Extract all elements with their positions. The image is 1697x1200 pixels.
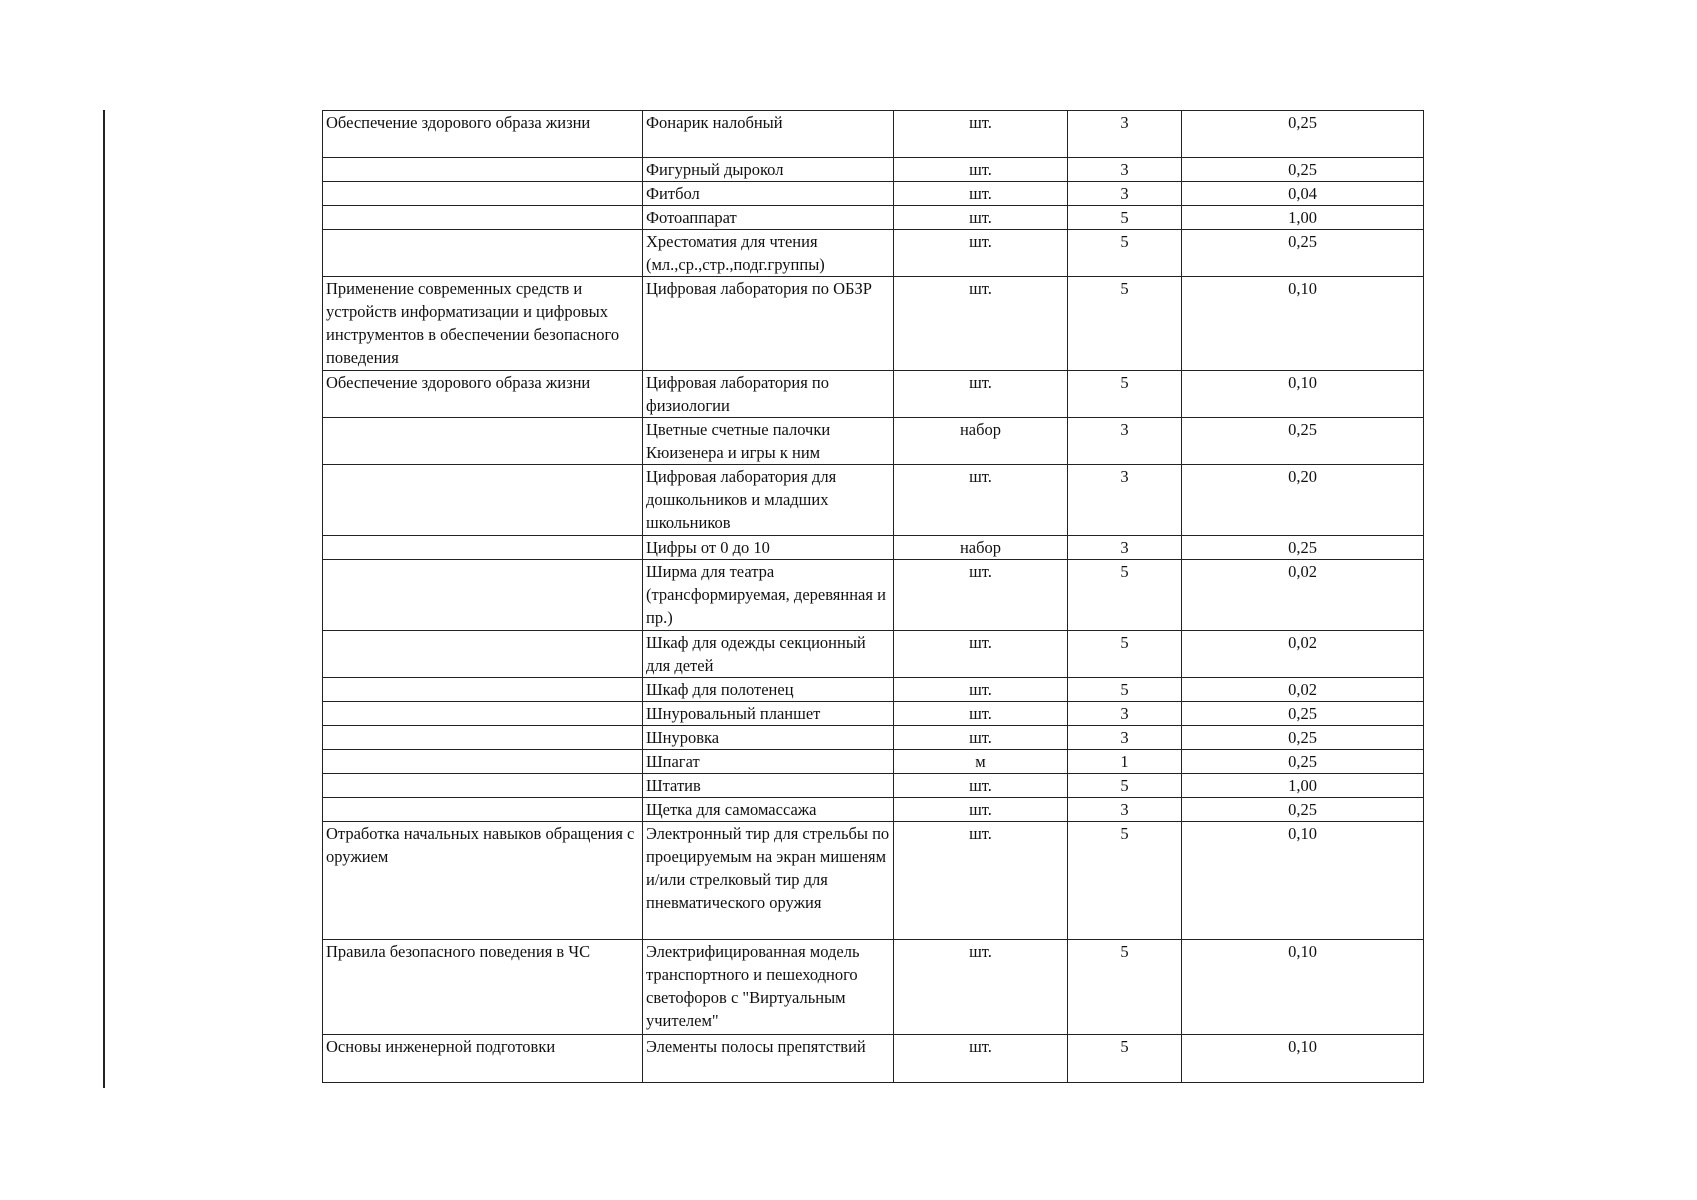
item-cell: Фотоаппарат <box>643 206 894 230</box>
item-cell: Цифры от 0 до 10 <box>643 536 894 560</box>
table-row <box>323 230 1424 277</box>
topic-cell <box>323 560 643 631</box>
value-cell: 0,20 <box>1182 465 1424 536</box>
topic-cell <box>323 465 643 536</box>
table-row <box>323 158 1424 182</box>
item-cell: Фитбол <box>643 182 894 206</box>
table-row <box>323 631 1424 678</box>
unit-cell: шт. <box>894 230 1068 277</box>
unit-cell: шт. <box>894 111 1068 158</box>
topic-cell: Обеспечение здорового образа жизни <box>323 371 643 418</box>
qty-cell: 5 <box>1068 940 1182 1035</box>
item-cell: Фигурный дырокол <box>643 158 894 182</box>
item-cell: Цифровая лаборатория по ОБЗР <box>643 277 894 371</box>
item-cell: Цифровая лаборатория для дошкольников и младших школьников <box>643 465 894 536</box>
topic-cell <box>323 702 643 726</box>
qty-cell: 5 <box>1068 678 1182 702</box>
unit-cell: шт. <box>894 465 1068 536</box>
unit-cell: шт. <box>894 774 1068 798</box>
table-row <box>323 465 1424 536</box>
value-cell: 0,25 <box>1182 536 1424 560</box>
table-row <box>323 111 1424 158</box>
table-row <box>323 371 1424 418</box>
unit-cell: шт. <box>894 277 1068 371</box>
unit-cell: шт. <box>894 158 1068 182</box>
value-cell: 0,10 <box>1182 822 1424 940</box>
topic-cell <box>323 750 643 774</box>
table-row <box>323 940 1424 1035</box>
topic-cell <box>323 536 643 560</box>
value-cell: 0,25 <box>1182 418 1424 465</box>
qty-cell: 5 <box>1068 230 1182 277</box>
table-row <box>323 774 1424 798</box>
topic-cell: Обеспечение здорового образа жизни <box>323 111 643 158</box>
topic-cell <box>323 182 643 206</box>
table-row <box>323 798 1424 822</box>
item-cell: Штатив <box>643 774 894 798</box>
qty-cell: 3 <box>1068 418 1182 465</box>
value-cell: 1,00 <box>1182 206 1424 230</box>
topic-cell: Основы инженерной подготовки <box>323 1035 643 1083</box>
qty-cell: 5 <box>1068 1035 1182 1083</box>
qty-cell: 3 <box>1068 182 1182 206</box>
value-cell: 0,25 <box>1182 702 1424 726</box>
unit-cell: м <box>894 750 1068 774</box>
topic-cell <box>323 678 643 702</box>
qty-cell: 3 <box>1068 536 1182 560</box>
value-cell: 0,02 <box>1182 631 1424 678</box>
value-cell: 1,00 <box>1182 774 1424 798</box>
item-cell: Цветные счетные палочки Кюизенера и игры к ним <box>643 418 894 465</box>
unit-cell: шт. <box>894 726 1068 750</box>
item-cell: Электронный тир для стрельбы по проецируемым на экран мишеням и/или стрелковый тир для пневматического оружия <box>643 822 894 940</box>
item-cell: Шнуровальный планшет <box>643 702 894 726</box>
item-cell: Электрифицированная модель транспортного и пешеходного светофоров с "Виртуальным учителем" <box>643 940 894 1035</box>
item-cell: Элементы полосы препятствий <box>643 1035 894 1083</box>
topic-cell <box>323 726 643 750</box>
value-cell: 0,02 <box>1182 560 1424 631</box>
topic-cell <box>323 418 643 465</box>
qty-cell: 5 <box>1068 206 1182 230</box>
item-cell: Шкаф для одежды секционный для детей <box>643 631 894 678</box>
value-cell: 0,25 <box>1182 798 1424 822</box>
unit-cell: набор <box>894 536 1068 560</box>
table-row <box>323 1035 1424 1083</box>
topic-cell <box>323 230 643 277</box>
value-cell: 0,10 <box>1182 940 1424 1035</box>
table-row <box>323 560 1424 631</box>
value-cell: 0,10 <box>1182 277 1424 371</box>
item-cell: Шкаф для полотенец <box>643 678 894 702</box>
equipment-table <box>322 110 1424 1083</box>
table-row <box>323 750 1424 774</box>
qty-cell: 5 <box>1068 631 1182 678</box>
qty-cell: 5 <box>1068 822 1182 940</box>
unit-cell: шт. <box>894 798 1068 822</box>
unit-cell: шт. <box>894 560 1068 631</box>
page-margin-line <box>103 110 105 1088</box>
qty-cell: 1 <box>1068 750 1182 774</box>
topic-cell <box>323 798 643 822</box>
value-cell: 0,25 <box>1182 750 1424 774</box>
value-cell: 0,25 <box>1182 230 1424 277</box>
unit-cell: шт. <box>894 678 1068 702</box>
unit-cell: шт. <box>894 1035 1068 1083</box>
qty-cell: 3 <box>1068 702 1182 726</box>
topic-cell <box>323 631 643 678</box>
table-row <box>323 277 1424 371</box>
unit-cell: набор <box>894 418 1068 465</box>
qty-cell: 3 <box>1068 158 1182 182</box>
unit-cell: шт. <box>894 940 1068 1035</box>
item-cell: Фонарик налобный <box>643 111 894 158</box>
topic-cell: Отработка начальных навыков обращения с оружием <box>323 822 643 940</box>
value-cell: 0,10 <box>1182 1035 1424 1083</box>
value-cell: 0,25 <box>1182 158 1424 182</box>
qty-cell: 3 <box>1068 726 1182 750</box>
table-row <box>323 418 1424 465</box>
item-cell: Цифровая лаборатория по физиологии <box>643 371 894 418</box>
item-cell: Ширма для театра (трансформируемая, деревянная и пр.) <box>643 560 894 631</box>
qty-cell: 3 <box>1068 798 1182 822</box>
item-cell: Шпагат <box>643 750 894 774</box>
table-row <box>323 726 1424 750</box>
value-cell: 0,25 <box>1182 726 1424 750</box>
table-row <box>323 536 1424 560</box>
item-cell: Шнуровка <box>643 726 894 750</box>
table-row <box>323 182 1424 206</box>
topic-cell <box>323 774 643 798</box>
table-row <box>323 822 1424 940</box>
qty-cell: 5 <box>1068 277 1182 371</box>
item-cell: Хрестоматия для чтения (мл.,ср.,стр.,подг.группы) <box>643 230 894 277</box>
value-cell: 0,02 <box>1182 678 1424 702</box>
qty-cell: 3 <box>1068 465 1182 536</box>
topic-cell <box>323 158 643 182</box>
unit-cell: шт. <box>894 371 1068 418</box>
topic-cell: Правила безопасного поведения в ЧС <box>323 940 643 1035</box>
unit-cell: шт. <box>894 182 1068 206</box>
table-row <box>323 702 1424 726</box>
value-cell: 0,10 <box>1182 371 1424 418</box>
unit-cell: шт. <box>894 822 1068 940</box>
topic-cell: Применение современных средств и устройств информатизации и цифровых инструментов в обеспечении безопасного поведения <box>323 277 643 371</box>
item-cell: Щетка для самомассажа <box>643 798 894 822</box>
topic-cell <box>323 206 643 230</box>
qty-cell: 5 <box>1068 774 1182 798</box>
table-row <box>323 206 1424 230</box>
qty-cell: 3 <box>1068 111 1182 158</box>
qty-cell: 5 <box>1068 560 1182 631</box>
value-cell: 0,04 <box>1182 182 1424 206</box>
value-cell: 0,25 <box>1182 111 1424 158</box>
unit-cell: шт. <box>894 702 1068 726</box>
unit-cell: шт. <box>894 631 1068 678</box>
qty-cell: 5 <box>1068 371 1182 418</box>
table-row <box>323 678 1424 702</box>
unit-cell: шт. <box>894 206 1068 230</box>
